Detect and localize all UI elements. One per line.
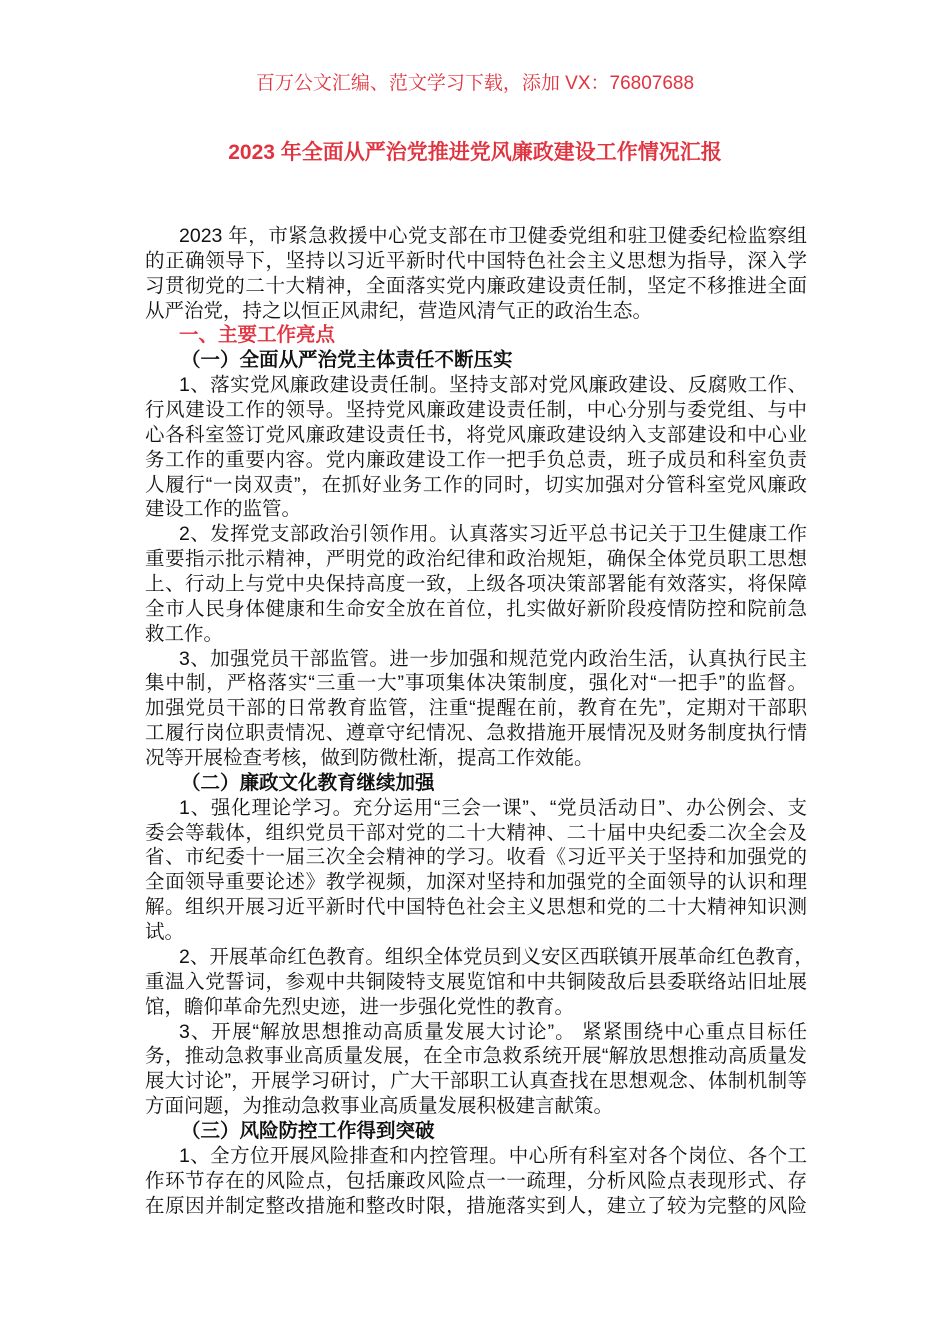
paragraph (145, 1020, 807, 1119)
text-line: 人履行“一岗双责”，在抓好业务工作的同时，切实加强对分管科室党风廉政 (145, 473, 807, 496)
text-line: 作环节存在的风险点，包括廉政风险点一一疏理，分析风险点表现形式、存 (145, 1169, 807, 1192)
text-line: 集中制，严格落实“三重一大”事项集体决策制度，强化对“一把手”的监督。 (145, 672, 807, 695)
text-line: 馆，瞻仰革命先烈史迹，进一步强化党性的教育。 (145, 995, 575, 1018)
text-line: 1、落实党风廉政建设责任制。坚持支部对党风廉政建设、反腐败工作、 (179, 374, 807, 397)
text-line: 省、市纪委十一届三次全会精神的学习。收看《习近平关于坚持和加强党的 (145, 846, 807, 869)
text-line: 心各科室签订党风廉政建设责任书，将党风廉政建设纳入支部建设和中心业 (145, 423, 807, 446)
text-line: 建设工作的监管。 (145, 498, 302, 521)
text-line: 行风建设工作的领导。坚持党风廉政建设责任制，中心分别与委党组、与中 (145, 399, 807, 422)
text-line: 况等开展检查考核，做到防微杜渐，提高工作效能。 (145, 747, 594, 770)
text-line: 务工作的重要内容。党内廉政建设工作一把手负总责，班子成员和科室负责 (145, 448, 807, 471)
paragraph (145, 647, 807, 771)
text-line: 试。 (145, 921, 185, 944)
text-line: （一）全面从严治党主体责任不断压实 (181, 349, 513, 372)
text-line: 重温入党誓词，参观中共铜陵特支展览馆和中共铜陵敌后县委联络站旧址展 (145, 970, 807, 993)
paragraph (145, 796, 807, 945)
paragraph (145, 522, 807, 646)
text-line: 全市人民身体健康和生命安全放在首位，扎实做好新阶段疫情防控和院前急 (145, 597, 807, 620)
text-line: 在原因并制定整改措施和整改时限，措施落实到人，建立了较为完整的风险 (145, 1194, 807, 1217)
subsection-heading (145, 771, 807, 796)
text-line: 一、主要工作亮点 (179, 324, 336, 347)
text-line: 方面问题，为推动急救事业高质量发展积极建言献策。 (145, 1095, 614, 1118)
text-line: 习贯彻党的二十大精神，全面落实党内廉政建设责任制，坚定不移推进全面 (145, 274, 807, 297)
text-line: 2023 年，市紧急救援中心党支部在市卫健委党组和驻卫健委纪检监察组 (179, 225, 807, 247)
text-line: （三）风险防控工作得到突破 (181, 1119, 435, 1142)
text-line: 委会等载体，组织党员干部对党的二十大精神、二十届中央纪委二次全会及 (145, 821, 807, 844)
document-body (145, 224, 814, 1218)
section-heading (145, 323, 807, 348)
paragraph (145, 1144, 807, 1219)
text-line: 全面领导重要论述》教学视频，加深对坚持和加强党的全面领导的认识和理 (145, 871, 807, 894)
text-line: 重要指示批示精神，严明党的政治纪律和政治规矩，确保全体党员职工思想 (145, 548, 807, 571)
text-line: 2、发挥党支部政治引领作用。认真落实习近平总书记关于卫生健康工作 (179, 523, 807, 546)
text-line: 1、全方位开展风险排查和内控管理。中心所有科室对各个岗位、各个工 (179, 1144, 807, 1167)
text-line: （二）廉政文化教育继续加强 (181, 771, 435, 794)
text-line: 1、强化理论学习。充分运用“三会一课”、“党员活动日”、办公例会、支 (179, 796, 807, 819)
text-line: 救工作。 (145, 622, 224, 645)
text-line: 解。组织开展习近平新时代中国特色社会主义思想和党的二十大精神知识测 (145, 896, 807, 919)
text-line: 2、开展革命红色教育。组织全体党员到义安区西联镇开展革命红色教育， (179, 945, 814, 968)
subsection-heading (145, 348, 807, 373)
paragraph (145, 373, 807, 522)
text-line: 工履行岗位职责情况、遵章守纪情况、急救措施开展情况及财务制度执行情 (145, 722, 807, 745)
text-line: 的正确领导下，坚持以习近平新时代中国特色社会主义思想为指导，深入学 (145, 249, 807, 272)
subsection-heading (145, 1119, 807, 1144)
paragraph (145, 224, 807, 323)
paragraph (145, 945, 814, 1020)
text-line: 从严治党，持之以恒正风肃纪，营造风清气正的政治生态。 (145, 299, 653, 322)
text-line: 加强党员干部的日常教育监管，注重“提醒在前，教育在先”，定期对干部职 (145, 697, 807, 720)
text-line: 3、开展“解放思想推动高质量发展大讨论”。 紧紧围绕中心重点目标任 (179, 1020, 807, 1043)
text-line: 展大讨论”，开展学习研讨，广大干部职工认真查找在思想观念、体制机制等 (145, 1070, 807, 1093)
document-title: 2023 年全面从严治党推进党风廉政建设工作情况汇报 (228, 141, 722, 164)
watermark-banner: 百万公文汇编、范文学习下载，添加 VX：76807688 (255, 73, 695, 94)
text-line: 上、行动上与党中央保持高度一致，上级各项决策部署能有效落实，将保障 (145, 573, 807, 596)
text-line: 务，推动急救事业高质量发展，在全市急救系统开展“解放思想推动高质量发 (145, 1045, 807, 1068)
text-line: 3、加强党员干部监管。进一步加强和规范党内政治生活，认真执行民主 (179, 647, 807, 670)
